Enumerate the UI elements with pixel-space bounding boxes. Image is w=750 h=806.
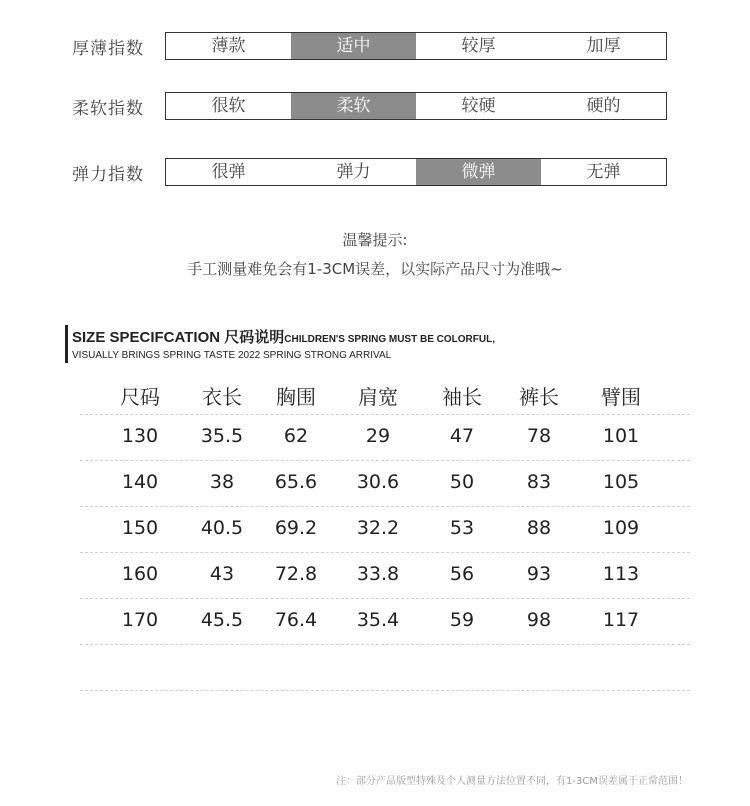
- cell-chest: 62: [283, 425, 309, 447]
- header-chest: 胸围: [276, 385, 316, 409]
- cell-shoulder: 32.2: [356, 517, 400, 539]
- elasticity-row: [0, 158, 750, 188]
- softness-label: 柔软指数: [72, 99, 144, 119]
- cell-length: 35.5: [200, 425, 244, 447]
- cell-shoulder: 35.4: [356, 609, 400, 631]
- header-sleeve: 袖长: [442, 385, 482, 409]
- spec-heading: [72, 326, 495, 347]
- spec-title: SIZE SPECIFCATION: [72, 329, 221, 346]
- table-row: [80, 461, 690, 507]
- cell-pants-length: 78: [526, 425, 552, 447]
- cell-sleeve: 59: [449, 609, 475, 631]
- elasticity-option-very-stretchy: 很弹: [211, 162, 246, 182]
- cell-length: 40.5: [200, 517, 244, 539]
- cell-chest: 65.6: [274, 471, 318, 493]
- cell-chest: 69.2: [274, 517, 318, 539]
- elasticity-option-stretchy: 弹力: [336, 162, 371, 182]
- cell-sleeve: 56: [449, 563, 475, 585]
- footnote: 注：部分产品版型特殊及个人测量方法位置不同，有1-3CM误差属于正常范围！: [336, 776, 688, 787]
- thickness-scale: [165, 32, 667, 60]
- cell-sleeve: 53: [449, 517, 475, 539]
- table-row: [80, 553, 690, 599]
- cell-pants-length: 83: [526, 471, 552, 493]
- cell-length: 45.5: [200, 609, 244, 631]
- spec-tagline-1: CHILDREN'S SPRING MUST BE COLORFUL,: [284, 334, 495, 345]
- size-table: [80, 375, 690, 691]
- softness-row: [0, 92, 750, 122]
- cell-pants-length: 98: [526, 609, 552, 631]
- header-length: 衣长: [202, 385, 242, 409]
- softness-option-firm: 较硬: [461, 96, 496, 116]
- cell-length: 38: [209, 471, 235, 493]
- cell-size: 150: [121, 517, 159, 539]
- spec-title-cn: 尺码说明: [224, 329, 285, 346]
- table-row: [80, 599, 690, 645]
- thickness-option-thin: 薄款: [211, 36, 246, 56]
- thickness-row: [0, 32, 750, 62]
- elasticity-option-slight-selected: 微弹: [416, 159, 541, 185]
- cell-shoulder: 29: [365, 425, 391, 447]
- table-row: [80, 415, 690, 461]
- softness-option-very-soft: 很软: [211, 96, 246, 116]
- softness-option-hard: 硬的: [586, 96, 621, 116]
- softness-option-soft-selected: 柔软: [291, 93, 416, 119]
- tip-title: 温馨提示:: [342, 231, 408, 249]
- cell-chest: 76.4: [274, 609, 318, 631]
- cell-size: 140: [121, 471, 159, 493]
- cell-arm: 105: [602, 471, 640, 493]
- table-row: [80, 507, 690, 553]
- cell-arm: 109: [602, 517, 640, 539]
- spec-tagline-2: VISUALLY BRINGS SPRING TASTE 2022 SPRING STRONG ARRIVAL: [72, 350, 392, 361]
- thickness-option-thick: 较厚: [461, 36, 496, 56]
- cell-arm: 117: [602, 609, 640, 631]
- cell-sleeve: 50: [449, 471, 475, 493]
- cell-length: 43: [209, 563, 235, 585]
- row-divider: [80, 690, 690, 691]
- header-arm: 臂围: [601, 385, 641, 409]
- cell-arm: 101: [602, 425, 640, 447]
- cell-size: 160: [121, 563, 159, 585]
- cell-size: 130: [121, 425, 159, 447]
- cell-arm: 113: [602, 563, 640, 585]
- table-empty-row: [80, 645, 690, 691]
- header-pants-length: 裤长: [519, 385, 559, 409]
- cell-pants-length: 93: [526, 563, 552, 585]
- elasticity-scale: [165, 158, 667, 186]
- elasticity-label: 弹力指数: [72, 165, 144, 185]
- cell-chest: 72.8: [274, 563, 318, 585]
- cell-shoulder: 30.6: [356, 471, 400, 493]
- header-shoulder: 肩宽: [358, 385, 398, 409]
- cell-sleeve: 47: [449, 425, 475, 447]
- header-size: 尺码: [120, 385, 160, 409]
- spec-accent-bar: [65, 325, 68, 363]
- table-header-row: [80, 375, 690, 415]
- cell-shoulder: 33.8: [356, 563, 400, 585]
- elasticity-option-none: 无弹: [586, 162, 621, 182]
- cell-size: 170: [121, 609, 159, 631]
- tip-text: 手工测量难免会有1-3CM误差，以实际产品尺寸为准哦~: [187, 260, 563, 278]
- thickness-option-medium-selected: 适中: [291, 33, 416, 59]
- cell-pants-length: 88: [526, 517, 552, 539]
- softness-scale: [165, 92, 667, 120]
- thickness-option-extra-thick: 加厚: [586, 36, 621, 56]
- thickness-label: 厚薄指数: [72, 39, 144, 59]
